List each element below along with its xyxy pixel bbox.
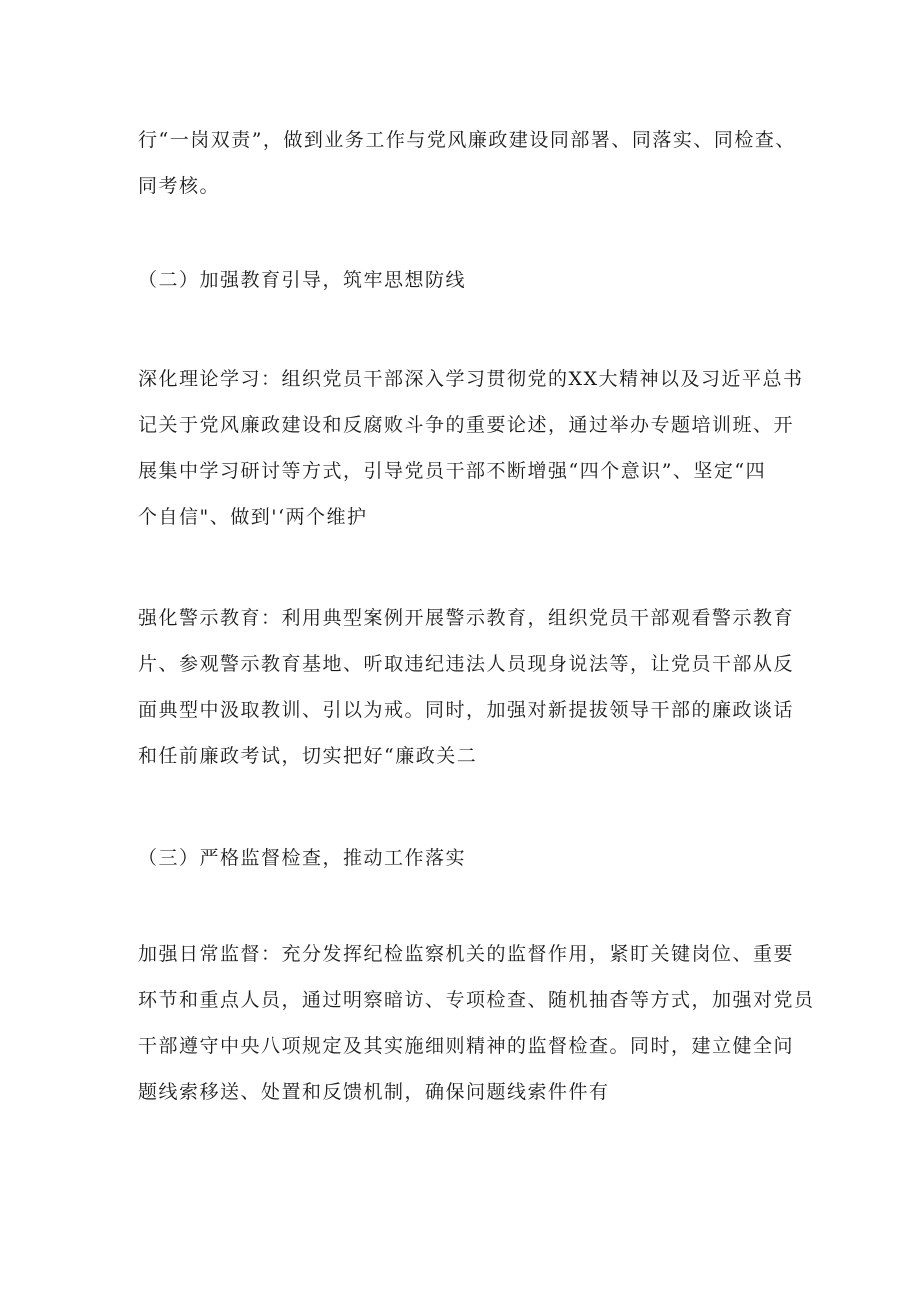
text-line: 记关于党风廉政建设和反腐败斗争的重要论述，通过举办专题培训班、开 (138, 414, 795, 436)
text-line: 干部遵守中央八项规定及其实施细则精神的监督检查。同时，建立健全问 (138, 1035, 795, 1057)
text-line: 行“一岗双责”，做到业务工作与党风廉政建设同部署、同落实、同检查、 (138, 129, 796, 151)
text-line: 面典型中汲取教训、引以为戒。同时，加强对新提拔领导干部的廉政谈话 (138, 699, 795, 721)
paragraph-daily-supervision (138, 931, 815, 1115)
text-line: 加强日常监督：充分发挥纪检监察机关的监督作用，紧盯关键岗位、重要 (138, 943, 795, 965)
text-line: 环节和重点人员，通过明察暗访、专项检查、随机抽杳等方式，加强对党员 (138, 989, 815, 1011)
text-line: 同考核。 (138, 175, 221, 197)
paragraph-theory-study (138, 356, 804, 540)
text-line: 个自信"、做到'‘两个维护 (138, 506, 368, 528)
text-line: 题线索移送、处置和反馈机制，确保问题线索件件有 (138, 1081, 610, 1103)
text-line: 强化警示教育：利用典型案例开展警示教育，组织党员干部观看警示教育 (138, 607, 795, 629)
text-line: 深化理论学习：组织党员干部深入学习贯彻党的XX大精神以及习近平总书 (138, 368, 804, 390)
text-line: 和任前廉政考试，切实把好“廉政关二 (138, 745, 478, 767)
text-line: 片、参观警示教育基地、听取违纪违法人员现身说法等，让党员干部从反 (138, 653, 795, 675)
section-heading-education (138, 257, 788, 303)
heading-text: （三）严格监督检查，推动工作落实 (138, 847, 467, 869)
paragraph-responsibility (138, 117, 796, 209)
section-heading-supervision (138, 835, 788, 881)
heading-text: （二）加强教育引导，筑牢思想防线 (138, 269, 467, 291)
text-line: 展集中学习研讨等方式，引导党员干部不断增强“四个意识”、坚定“四 (138, 460, 767, 482)
paragraph-warning-education (138, 595, 795, 779)
